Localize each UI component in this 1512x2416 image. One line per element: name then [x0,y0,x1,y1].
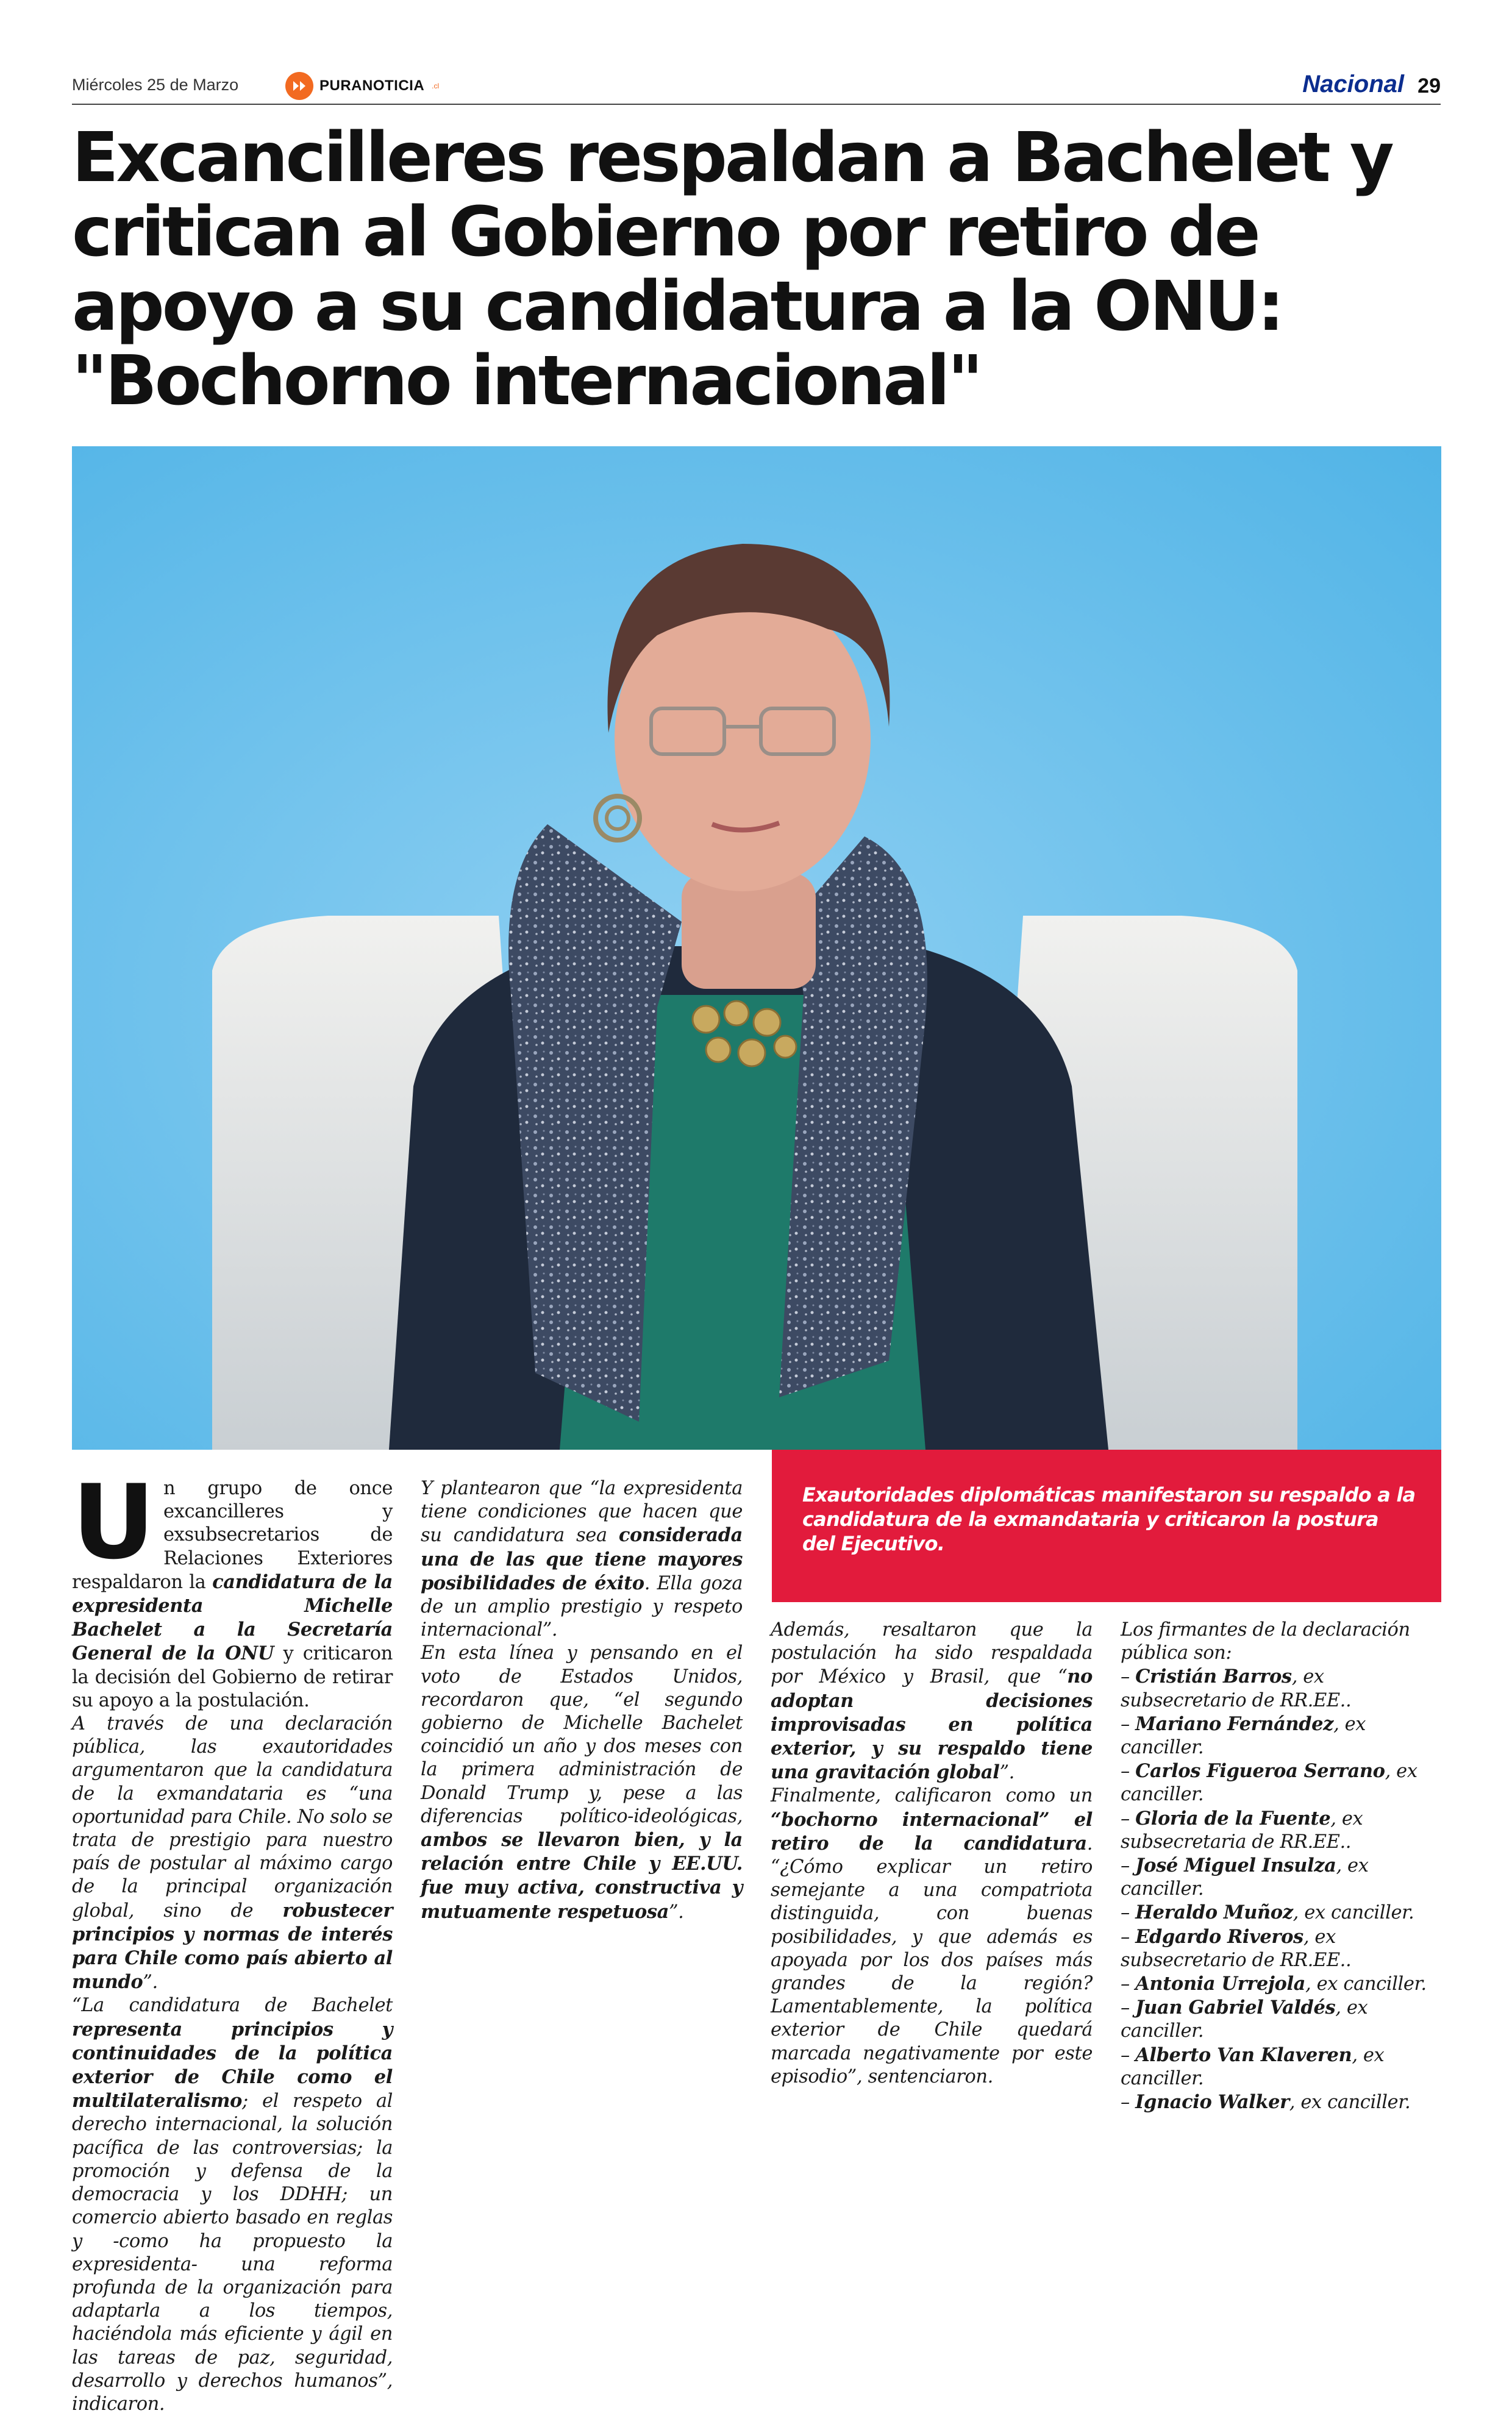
puranoticia-logo [285,72,439,100]
signer-item [1121,1759,1441,1806]
paragraph-4 [421,1477,743,1642]
article-column-4 [1121,1619,1441,2114]
article-column-2 [421,1477,743,1924]
drop-cap: U [72,1463,155,1582]
signer-role: , ex subsecretaria de RR.EE.. [1121,1808,1363,1853]
signer-name: Carlos Figueroa Serrano [1135,1760,1385,1783]
text-run: n grupo de once excancilleres y exsubsecretarios de Relaciones Exteriores respaldaron la [72,1478,393,1593]
article-column-1 [72,1463,393,2416]
article-photo [72,446,1441,1450]
signer-role: , ex canciller. [1289,2092,1411,2114]
list-dash: – [1121,1761,1136,1783]
photo-caption: Exautoridades diplomáticas manifestaron su respaldo a la candidatura de la exmandataria y criticaron la postura del Ejecutivo. [802,1483,1416,1555]
signers-list [1121,1665,1441,2114]
text-run: y criticaron la decisión del Gobierno de retirar su apoyo a la postulación. [72,1643,393,1711]
signers-intro: Los firmantes de la declaración pública son: [1121,1619,1410,1664]
paragraph-1 [72,1463,393,1712]
text-run: Y plantearon que “la expresidenta tiene condiciones que hacen que su candidatura sea [421,1478,743,1547]
page-header [72,68,1441,109]
header-rule [72,104,1441,105]
paragraph-6 [771,1619,1093,1784]
list-dash: – [1121,2044,1136,2066]
list-dash: – [1121,1713,1136,1735]
article-column-3 [771,1619,1093,2089]
text-run: Además, resaltaron que la postulación ha sido respaldada por México y Brasil, que “ [771,1619,1093,1688]
signer-role: , ex subsecretario de RR.EE.. [1121,1666,1352,1711]
play-arrows-icon [285,72,313,100]
emphasis: “bochorno internacional” el retiro de la candidatura [771,1808,1093,1855]
signer-item [1121,1996,1441,2043]
list-dash: – [1121,1973,1136,1995]
signer-item [1121,1925,1441,1972]
paragraph-5 [421,1642,743,1923]
signer-name: Edgardo Riveros [1135,1925,1303,1948]
signer-item [1121,1807,1441,1854]
signer-name: Juan Gabriel Valdés [1135,1997,1336,2019]
signer-role: , ex canciller. [1293,1902,1414,1924]
signer-item [1121,2090,1441,2114]
signer-name: Alberto Van Klaveren [1135,2044,1352,2066]
signer-item [1121,1665,1441,1712]
signer-name: Antonia Urrejola [1135,1973,1306,1995]
list-dash: – [1121,1855,1136,1877]
list-dash: – [1121,2092,1136,2114]
signer-item [1121,2044,1441,2090]
article-headline: Excancilleres respaldan a Bachelet y critican al Gobierno por retiro de apoyo a su candidatura a la ONU: "Bochorno internacional" [72,118,1392,421]
text-run: ”. [143,1972,158,1994]
text-run: ; el respeto al derecho internacional, la solución pacífica de las controversias; la promoción y defensa de la democracia y los DDHH; un comercio abierto basado en reglas y -como ha propuesto la expresidenta- una reforma profunda de la organización para adaptarla a los tiempos, haciéndola más eficiente y ágil en las tareas de paz, seguridad, desarrollo y derechos humanos”, indicaron. [72,2090,393,2415]
list-dash: – [1121,1997,1136,2019]
signer-name: Heraldo Muñoz [1135,1901,1293,1924]
signer-item [1121,1712,1441,1759]
text-run: ”. [668,1901,684,1923]
signer-item [1121,1854,1441,1901]
emphasis: candidatura de la expresidenta Michelle Bachelet a la Secretaría General de la ONU [72,1570,393,1665]
list-dash: – [1121,1926,1136,1948]
issue-date: Miércoles 25 de Marzo [72,76,239,94]
text-run: ”. [999,1762,1015,1784]
text-run: En esta línea y pensando en el voto de Estados Unidos, recordaron que, “el segundo gobierno de Michelle Bachelet coincidió un año y dos meses con la primera administración de Donald Trump y, pese a las diferencias político-ideológicas, [421,1642,743,1827]
paragraph-2 [72,1712,393,1994]
logo-suffix: .cl [432,82,440,90]
signer-name: Mariano Fernández [1135,1712,1334,1735]
text-run: . Ella goza de un amplio prestigio y respeto internacional”. [421,1572,743,1641]
text-run: Finalmente, calificaron como un [771,1785,1093,1807]
signer-role: , ex canciller. [1305,1973,1427,1995]
page-number: 29 [1417,74,1441,98]
paragraph-7 [771,1784,1093,2089]
signer-role: , ex canciller. [1121,1761,1417,1806]
list-dash: – [1121,1808,1136,1830]
text-run: A través de una declaración pública, las exautoridades argumentaron que la candidatura de la exmandataria es “una oportunidad para Chile. No solo se trata de prestigio para nuestro país de postular al máximo cargo de la principal organización global, sino de [72,1713,393,1922]
paragraph-3 [72,1994,393,2416]
signer-role: , ex canciller. [1121,1713,1366,1759]
emphasis: considerada una de las que tiene mayores posibilidades de éxito [421,1524,743,1594]
signer-name: José Miguel Insulza [1135,1855,1336,1877]
photo-caption-box [772,1450,1441,1602]
signer-item [1121,1972,1441,1996]
signer-role: , ex subsecretario de RR.EE.. [1121,1926,1352,1971]
text-run: . “¿Cómo explicar un retiro semejante a una compatriota distinguida, con buenas posibilidades, y que además es apoyada por los dos países más grandes de la región? Lamentablemente, la política exterior de Chile quedará marcada negativamente por este episodio”, sentenciaron. [771,1833,1093,2087]
list-dash: – [1121,1666,1136,1688]
list-dash: – [1121,1902,1136,1924]
section-name: Nacional [1302,71,1404,98]
signer-name: Gloria de la Fuente [1135,1807,1331,1830]
signer-role: , ex canciller. [1121,1855,1369,1900]
logo-text: PURANOTICIA [319,77,425,94]
signer-name: Cristián Barros [1135,1666,1292,1688]
emphasis: ambos se llevaron bien, y la relación entre Chile y EE.UU. fue muy activa, constructiva y mutuamente respetuosa [421,1829,743,1923]
signer-item [1121,1901,1441,1925]
emphasis: robustecer principios y normas de interés para Chile como país abierto al mundo [72,1899,393,1994]
emphasis: no adoptan decisiones improvisadas en política exterior, y su respaldo tiene una gravitación global [771,1666,1093,1784]
emphasis: representa principios y continuidades de la política exterior de Chile como el multilateralismo [72,2018,393,2112]
text-run: “La candidatura de Bachelet [72,1995,393,2017]
signer-name: Ignacio Walker [1135,2091,1289,2114]
signer-role: , ex canciller. [1121,1997,1368,2042]
signer-role: , ex canciller. [1121,2044,1385,2089]
